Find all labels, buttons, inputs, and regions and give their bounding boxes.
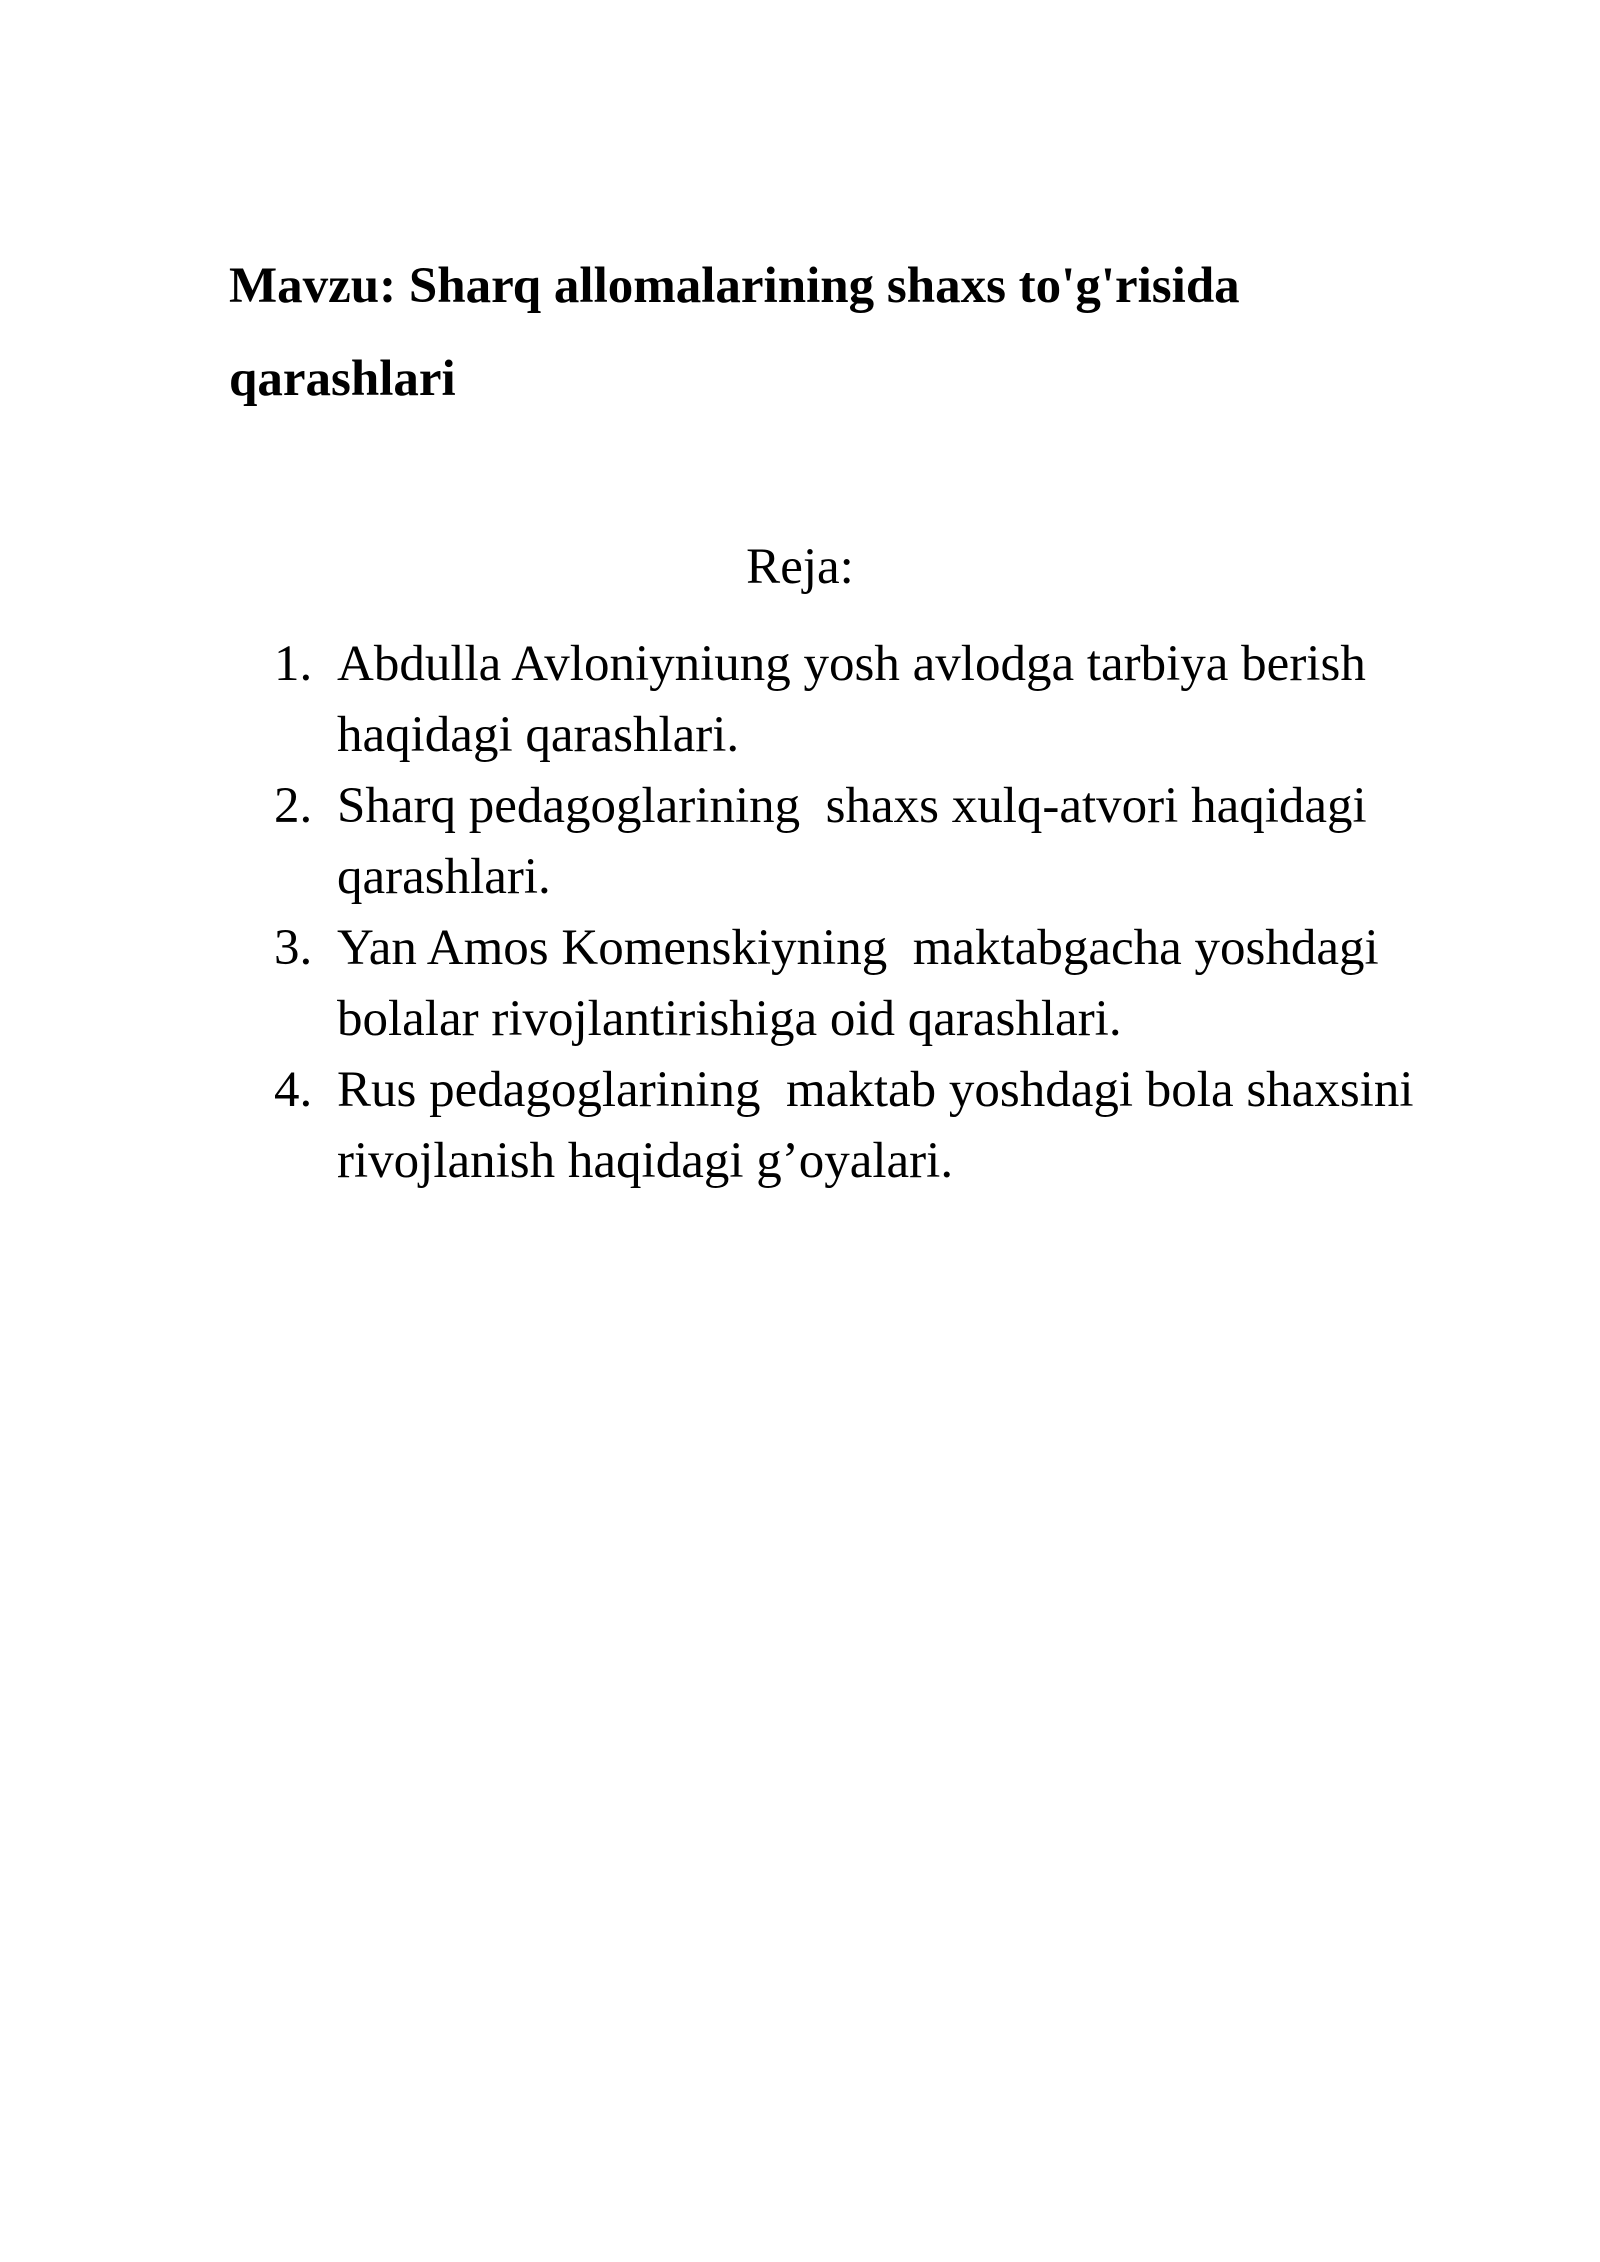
plan-item <box>274 629 1514 771</box>
plan-item-text: Sharq pedagoglarining shaxs xulq-atvori haqidagi qarashlari. <box>337 778 1380 905</box>
plan-item-number: 4. <box>274 1062 313 1118</box>
plan-item-text: Yan Amos Komenskiyning maktabgacha yoshdagi bolalar rivojlantirishiga oid qarashlari. <box>337 920 1392 1047</box>
plan-item-number: 2. <box>274 778 313 834</box>
plan-item-text: Abdulla Avloniyniung yosh avlodga tarbiya berish haqidagi qarashlari. <box>337 636 1366 763</box>
plan-item-number: 1. <box>274 636 313 692</box>
plan-list <box>274 629 1514 1197</box>
plan-item <box>274 771 1514 913</box>
plan-heading: Reja: <box>746 539 854 595</box>
plan-item-number: 3. <box>274 920 313 976</box>
plan-item <box>274 913 1514 1055</box>
document-title: Mavzu: Sharq allomalarining shaxs to'g'risida qarashlari <box>229 258 1240 407</box>
plan-item-text: Rus pedagoglarining maktab yoshdagi bola shaxsini rivojlanish haqidagi g’oyalari. <box>337 1062 1427 1189</box>
plan-item <box>274 1055 1514 1197</box>
